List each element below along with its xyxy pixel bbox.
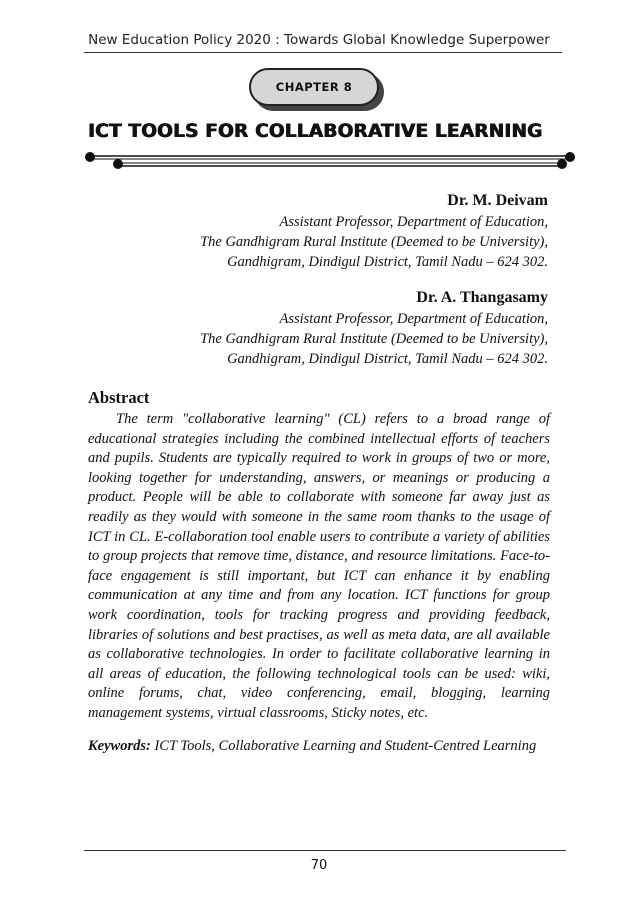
title-ornament: [80, 146, 580, 178]
header-divider: [84, 52, 562, 53]
author-affiliation-line: Gandhigram, Dindigul District, Tamil Nadu – 624 302.: [227, 351, 548, 367]
running-header: New Education Policy 2020 : Towards Global Knowledge Superpower: [88, 32, 550, 48]
page-number: 70: [310, 858, 328, 873]
keywords-text: ICT Tools, Collaborative Learning and Student-Centred Learning: [150, 738, 537, 754]
keywords-paragraph: [88, 737, 550, 757]
chapter-badge: [249, 68, 385, 112]
author-name: Dr. A. Thangasamy: [416, 289, 548, 306]
keywords-label: Keywords:: [88, 738, 151, 754]
chapter-title: ICT TOOLS FOR COLLABORATIVE LEARNING: [88, 121, 543, 142]
author-affiliation-line: Gandhigram, Dindigul District, Tamil Nadu – 624 302.: [227, 254, 548, 270]
author-affiliation-line: The Gandhigram Rural Institute (Deemed to be University),: [200, 331, 548, 347]
author-affiliation-line: Assistant Professor, Department of Education,: [279, 311, 548, 327]
footer-divider: [84, 850, 566, 851]
chapter-label: CHAPTER 8: [249, 68, 379, 106]
author-affiliation-line: The Gandhigram Rural Institute (Deemed to be University),: [200, 234, 548, 250]
author-block-2: [200, 289, 548, 369]
author-name: Dr. M. Deivam: [447, 192, 548, 209]
author-affiliation-line: Assistant Professor, Department of Education,: [279, 214, 548, 230]
abstract-heading: Abstract: [88, 388, 150, 407]
abstract-text: The term "collaborative learning" (CL) refers to a broad range of educational strategies including the combined intellectual efforts of teachers and pupils. Students are typically required to work in groups of two or more, looking together for understanding, answers, or meanings or producing a product. People will be able to collaborate with someone far away just as readily as they would with someone in the same room thanks to the usage of ICT in CL. E-collaboration tool enable users to contribute a variety of abilities to group projects that remove time, distance, and resource limitations. Face-to-face engagement is still important, but ICT can enhance it by enabling communication at any time and from any location. ICT functions for group work coordination, tools for tracking progress and providing feedback, libraries of solutions and best practises, as well as meta data, are all available as collaborative technologies. In order to facilitate collaborative learning in all areas of education, the following technological tools can be used: wiki, online forums, chat, video conferencing, email, blogging, learning management systems, virtual classrooms, Sticky notes, etc.: [88, 411, 550, 721]
author-block-1: [200, 192, 548, 272]
